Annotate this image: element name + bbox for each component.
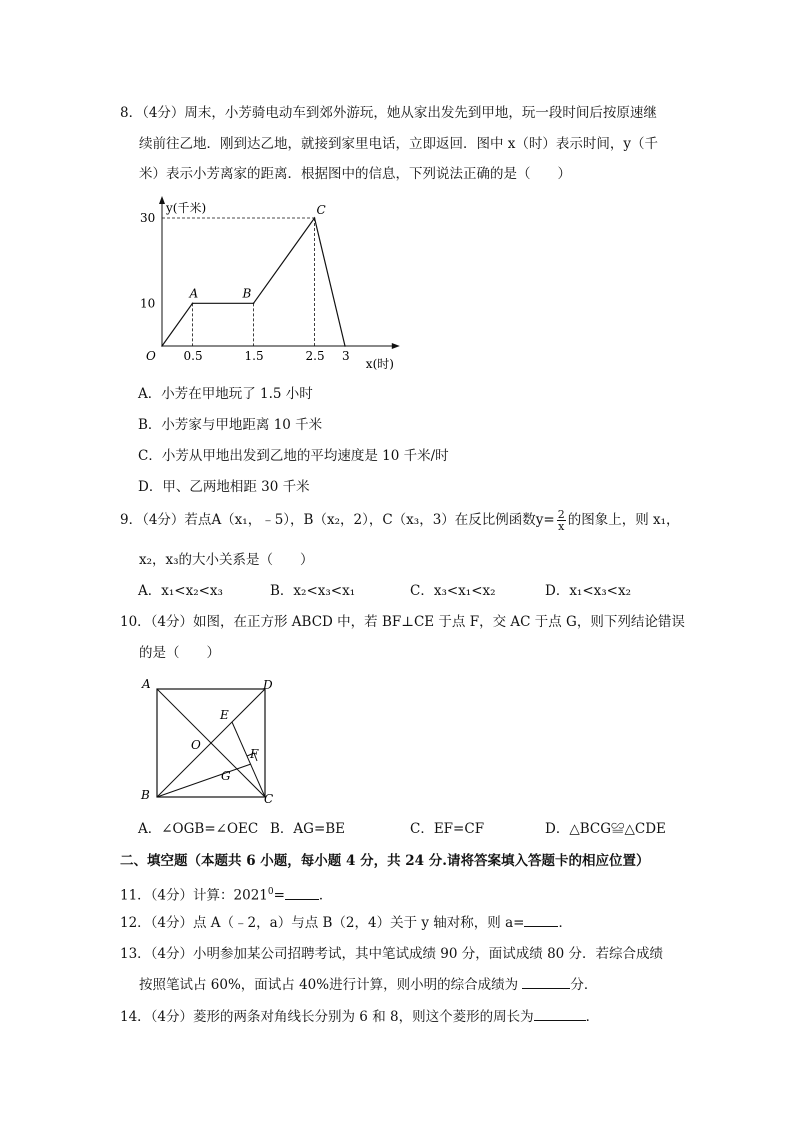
q8-option-b: B．小芳家与甲地距离 10 千米 <box>138 417 323 433</box>
data-point-2 <box>253 303 255 305</box>
x-axis-arrow <box>392 343 400 349</box>
label-d: D <box>263 678 273 692</box>
x-tick-3: 3 <box>342 349 350 363</box>
q11-answer-blank[interactable] <box>285 887 319 900</box>
y-axis-label: y(千米) <box>166 201 207 215</box>
label-f: F <box>250 747 259 761</box>
q9-prefix: 9．（4分）若点 <box>120 512 212 528</box>
q10-line1: 10．（4分）如图，在正方形 ABCD 中，若 BF⊥CE 于点 F，交 AC 于点 G，则下列结论错误 <box>120 614 685 630</box>
q9-line2: x₂，x₃的大小关系是（ ） <box>139 552 314 568</box>
q13-answer-blank[interactable] <box>522 976 570 989</box>
q12-answer-blank[interactable] <box>524 914 558 927</box>
label-e: E <box>220 708 229 722</box>
q9-func-y: y= <box>535 512 555 528</box>
q13-line1: 13．（4分）小明参加某公司招聘考试，其中笔试成绩 90 分，面试成绩 80 分．若综合成绩 <box>120 946 664 962</box>
segment-bf <box>157 764 251 797</box>
data-point-4 <box>344 345 346 347</box>
q9-frac-num: 2 <box>557 508 565 521</box>
data-point-3 <box>314 217 316 219</box>
q9-fraction <box>557 509 566 532</box>
label-g: G <box>221 769 231 783</box>
q9-option-a: A．x₁<x₂<x₃ <box>138 583 223 599</box>
label-a: A <box>142 677 151 691</box>
q8-line3: 米）表示小芳离家的距离．根据图中的信息，下列说法正确的是（ ） <box>139 166 571 182</box>
q10-option-a: A．∠OGB=∠OEC <box>138 821 259 837</box>
point-label-a: A <box>189 286 199 301</box>
data-point-0 <box>161 345 163 347</box>
q11-text: 11．（4分）计算：2021 <box>120 887 268 904</box>
q10-option-b: B．AG=BE <box>270 821 346 837</box>
q14-answer-blank[interactable] <box>534 1008 586 1021</box>
q8-option-a: A．小芳在甲地玩了 1.5 小时 <box>138 386 313 402</box>
q10-option-c: C．EF=CF <box>410 821 485 837</box>
q9-option-b: B．x₂<x₃<x₁ <box>270 583 356 599</box>
x-axis-label: x(时) <box>365 357 394 371</box>
q9-suffix: 的图象上，则 x₁， <box>567 512 680 528</box>
q13-text: 按照笔试占 60%，面试占 40%进行计算，则小明的综合成绩为 <box>139 977 519 993</box>
q10-line2: 的是（ ） <box>139 645 220 661</box>
q13-end: 分． <box>570 977 598 993</box>
q9-line1 <box>120 509 680 532</box>
label-c: C <box>264 792 274 806</box>
distance-time-chart <box>130 190 394 375</box>
origin-label: O <box>146 349 156 363</box>
q14-text: 14．（4分）菱形的两条对角线长分别为 6 和 8，则这个菱形的周长为 <box>120 1009 534 1025</box>
point-label-c: C <box>316 203 326 217</box>
q10-option-d: D．△BCG≌△CDE <box>545 821 666 837</box>
q13-line2 <box>139 976 597 994</box>
q12 <box>120 914 572 932</box>
x-tick-1: 1.5 <box>244 349 264 363</box>
x-tick-2: 2.5 <box>305 349 325 363</box>
q11-exponent: 0 <box>267 887 274 897</box>
y-axis-arrow <box>159 196 165 204</box>
q9-points: A（x₁，﹣5），B（x₂，2），C（x₃，3）在反比例函数 <box>211 512 536 528</box>
section2-title: 二、填空题（本题共 6 小题，每小题 4 分，共 24 分.请将答案填入答题卡的相应位置） <box>120 853 650 869</box>
q8-option-c: C．小芳从甲地出发到乙地的平均速度是 10 千米/时 <box>138 448 449 464</box>
q12-end: ． <box>558 915 572 931</box>
y-tick-0: 10 <box>140 296 156 311</box>
q8-line1: 8．（4分）周末，小芳骑电动车到郊外游玩，她从家出发先到甲地，玩一段时间后按原速继 <box>120 105 657 121</box>
q12-text: 12．（4分）点 A（﹣2，a）与点 B（2，4）关于 y 轴对称，则 a= <box>120 915 525 931</box>
distance-line <box>162 218 345 346</box>
q14-end: ． <box>585 1009 600 1025</box>
q8-line2: 续前往乙地．刚到达乙地，就接到家里电话，立即返回．图中 x（时）表示时间，y（千 <box>139 136 659 152</box>
q14 <box>120 1008 599 1026</box>
q11-end: ． <box>318 887 333 904</box>
data-point-1 <box>192 303 194 305</box>
q9-frac-den: x <box>558 520 565 533</box>
q11-equals: = <box>273 887 285 904</box>
y-tick-1: 30 <box>140 211 156 225</box>
point-label-b: B <box>242 286 252 301</box>
segment-ce <box>232 722 265 797</box>
square-figure <box>138 676 283 806</box>
label-o: O <box>191 738 201 752</box>
q9-option-c: C．x₃<x₁<x₂ <box>410 583 496 599</box>
q11 <box>120 883 332 905</box>
q9-option-d: D．x₁<x₃<x₂ <box>545 583 632 599</box>
label-b: B <box>141 788 150 802</box>
x-tick-0: 0.5 <box>183 349 203 363</box>
q8-option-d: D．甲、乙两地相距 30 千米 <box>138 479 310 495</box>
